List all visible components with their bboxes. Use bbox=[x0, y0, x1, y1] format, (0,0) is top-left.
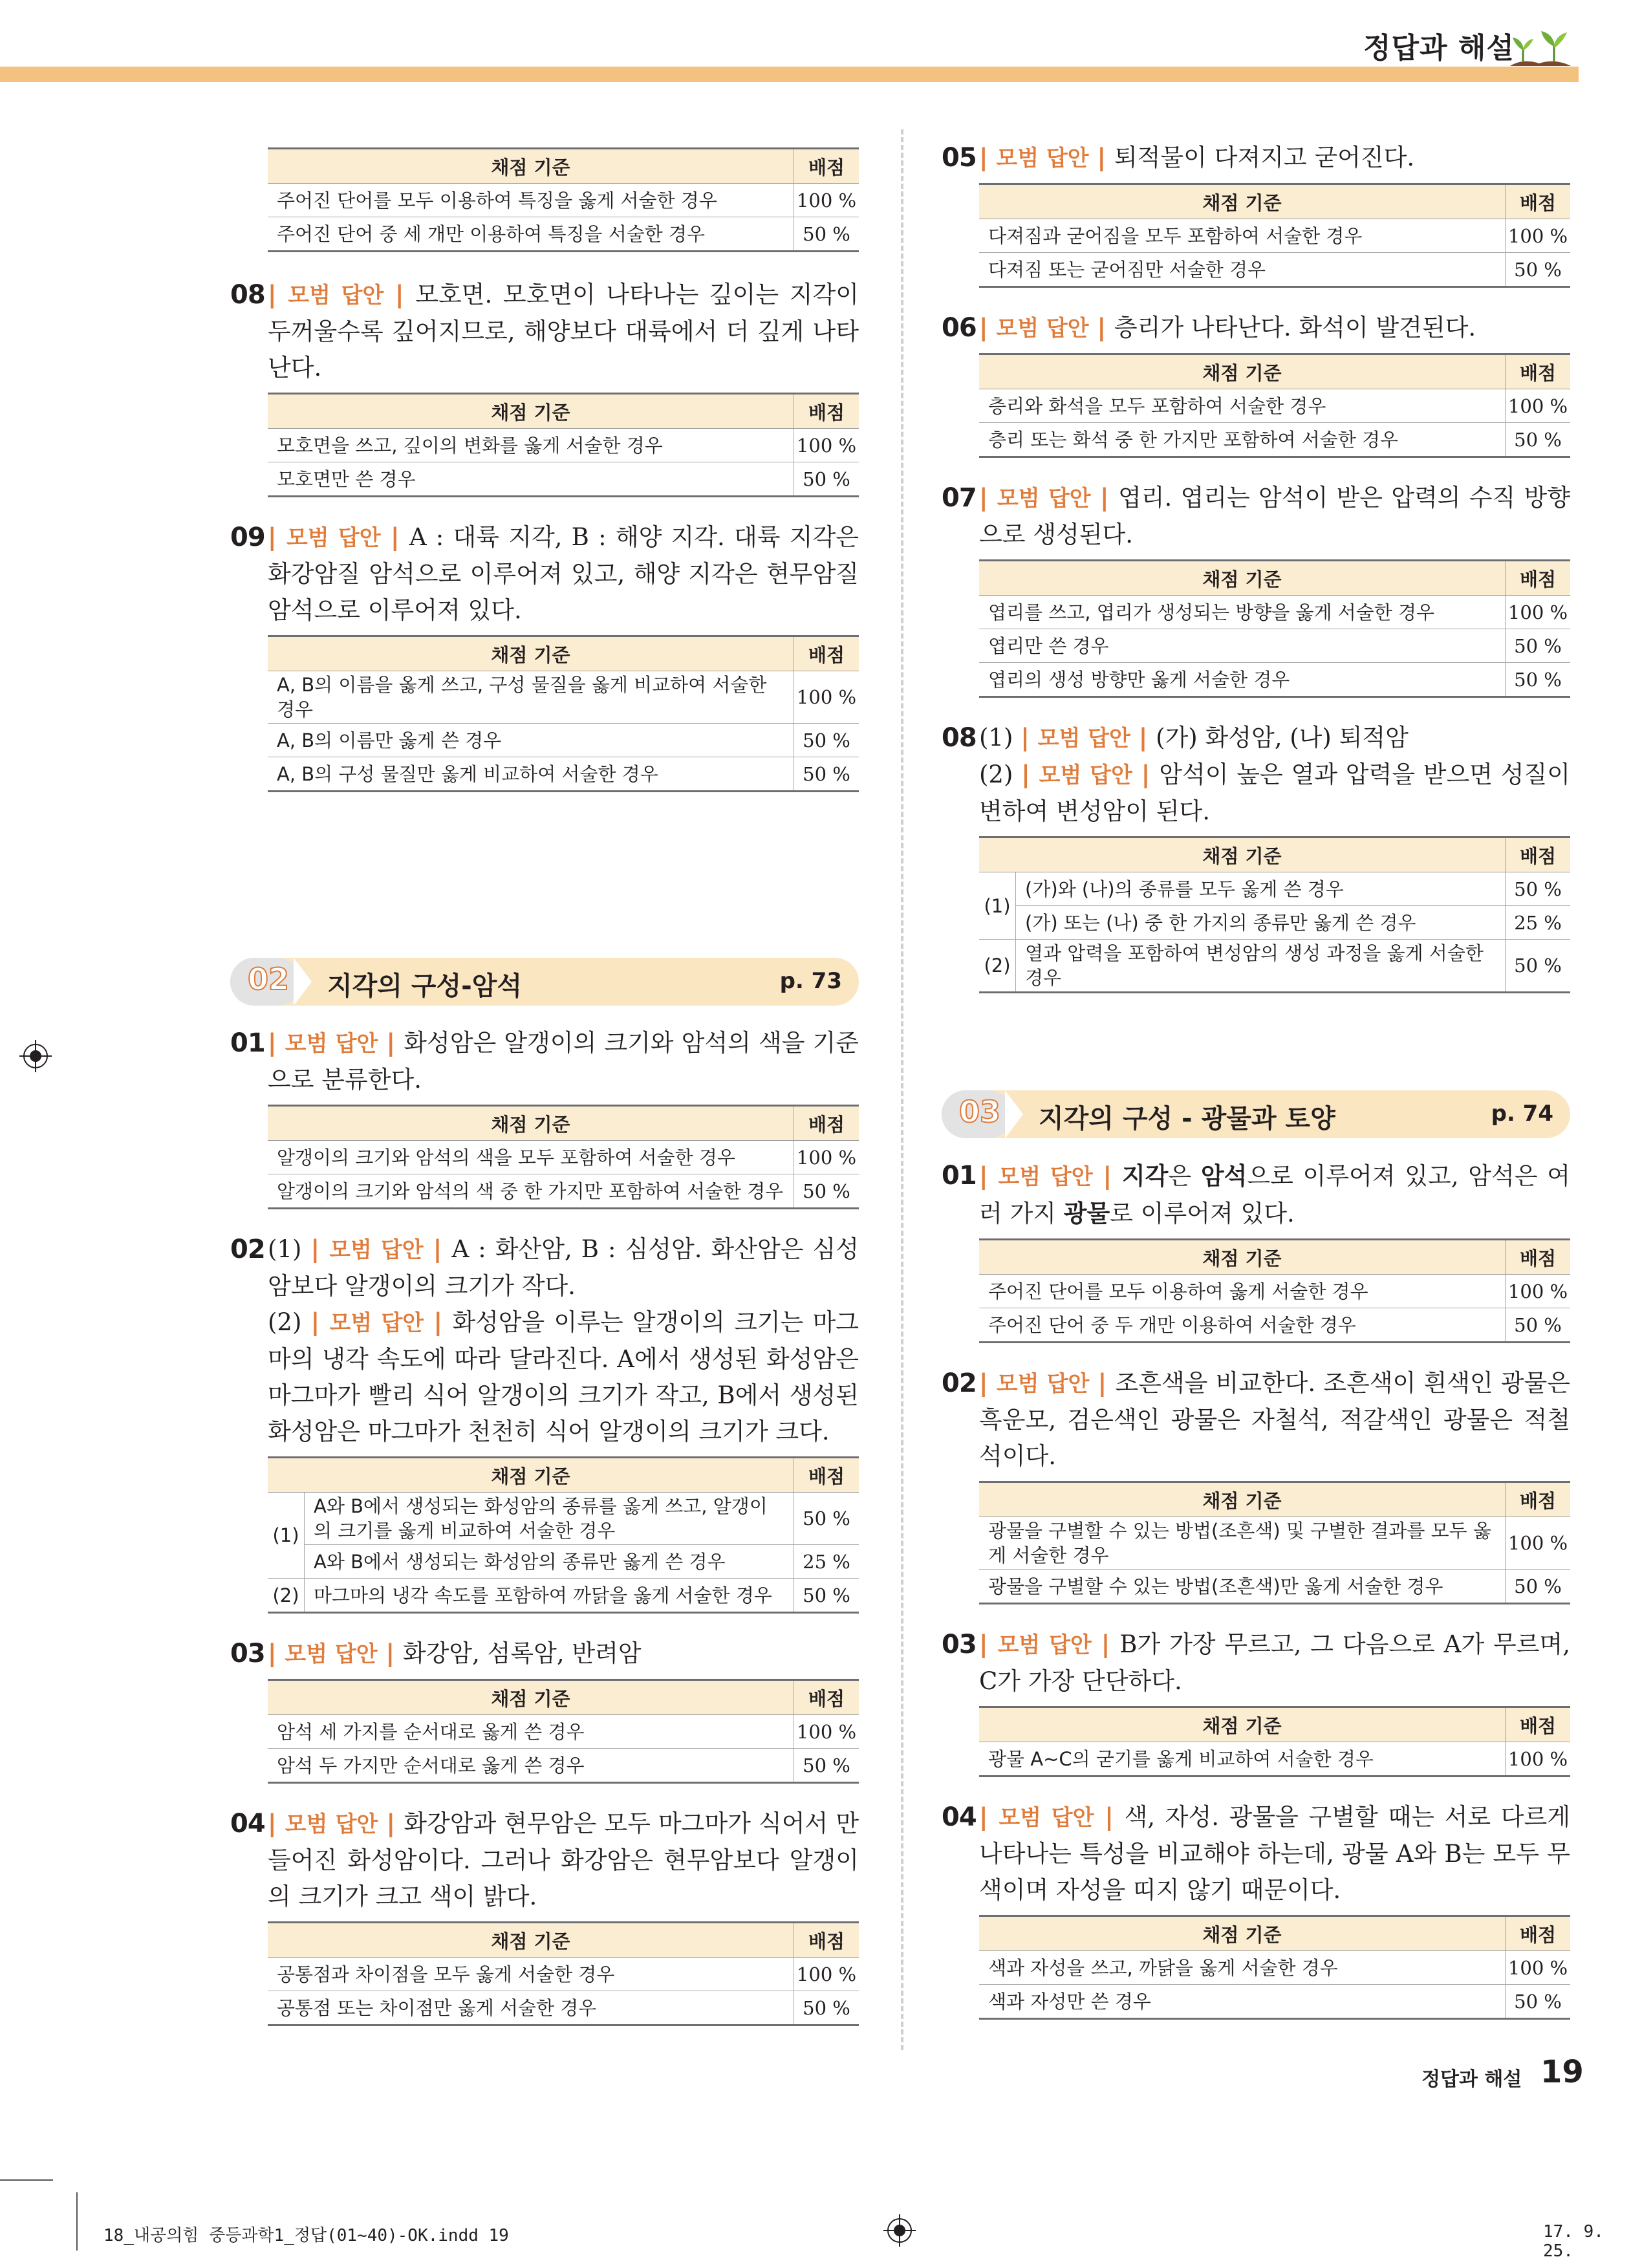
table-row: 주어진 단어를 모두 이용하여 특징을 옳게 서술한 경우 100 % bbox=[268, 184, 859, 217]
criteria-table-s3q01: 채점 기준 배점 주어진 단어를 모두 이용하여 옳게 서술한 경우 100 % 주어진 단어 중 두 개만 이용하여 서술한 경우 50 % bbox=[979, 1238, 1570, 1343]
table-row: 층리 또는 화석 중 한 가지만 포함하여 서술한 경우 50 % bbox=[979, 423, 1570, 457]
section-title: 지각의 구성 - 광물과 토양 bbox=[1039, 1104, 1335, 1134]
question-number: 09 bbox=[230, 523, 265, 552]
section-page: p. 74 bbox=[1491, 1101, 1553, 1127]
table-row: 모호면만 쓴 경우 50 % bbox=[268, 462, 859, 497]
answer-text: 모호면. 모호면이 나타나는 깊이는 지각이 두꺼울수록 깊어지므로, 해양보다 대륙에서 더 깊게 나타난다. bbox=[268, 281, 859, 382]
section2-question-07: 07 | 모범 답안 | 엽리. 엽리는 암석이 받은 압력의 수직 방향으로 생성된다. bbox=[942, 483, 1570, 548]
table-row: A와 B에서 생성되는 화성암의 종류만 옳게 쓴 경우 25 % bbox=[268, 1545, 859, 1579]
table-row: (2) 열과 압력을 포함하여 변성암의 생성 과정을 옳게 서술한 경우 50 % bbox=[979, 940, 1570, 993]
section3-question-02: 02 | 모범 답안 | 조흔색을 비교한다. 조흔색이 흰색인 광물은 흑운모, 검은색인 광물은 자철석, 적갈색인 광물은 적철석이다. bbox=[942, 1368, 1570, 1470]
table-row: 주어진 단어 중 세 개만 이용하여 특징을 서술한 경우 50 % bbox=[268, 217, 859, 252]
criteria-header: 채점 기준 bbox=[268, 149, 794, 184]
table-row: 암석 세 가지를 순서대로 옳게 쓴 경우 100 % bbox=[268, 1715, 859, 1749]
print-info: 18_내공의힘 중등과학1_정답(01~40)-OK.indd 19 bbox=[103, 2226, 509, 2245]
section-number: 03 bbox=[958, 1094, 1000, 1129]
model-answer-tag: 모범 답안 bbox=[288, 283, 384, 308]
section2-question-05: 05 | 모범 답안 | 퇴적물이 다져지고 굳어진다. bbox=[942, 143, 1415, 173]
section3-question-03: 03 | 모범 답안 | B가 가장 무르고, 그 다음으로 A가 무르며, C가 가장 단단하다. bbox=[942, 1630, 1570, 1695]
criteria-table-s2q01: 채점 기준 배점 알갱이의 크기와 암석의 색을 모두 포함하여 서술한 경우 100 % 알갱이의 크기와 암석의 색 중 한 가지만 포함하여 서술한 경우 50 % bbox=[268, 1105, 859, 1209]
table-row: (1) (가)와 (나)의 종류를 모두 옳게 쓴 경우 50 % bbox=[979, 872, 1570, 906]
criteria-table-q09: 채점 기준 배점 A, B의 이름을 옳게 쓰고, 구성 물질을 옳게 비교하여 서술한 경우 100 % A, B의 이름만 옳게 쓴 경우 50 % A, B의 구성 물질만 옳게 비교하여 서술한 경우 50 % bbox=[268, 635, 859, 792]
sprout-icon bbox=[1504, 26, 1575, 71]
criteria-table-s2q04: 채점 기준 배점 공통점과 차이점을 모두 옳게 서술한 경우 100 % 공통점 또는 차이점만 옳게 서술한 경우 50 % bbox=[268, 1921, 859, 2026]
table-row: 광물 A~C의 굳기를 옳게 비교하여 서술한 경우 100 % bbox=[979, 1742, 1570, 1777]
table-row: 암석 두 가지만 순서대로 옳게 쓴 경우 50 % bbox=[268, 1749, 859, 1783]
criteria-table-q08: 채점 기준 배점 모호면을 쓰고, 깊이의 변화를 옳게 서술한 경우 100 % 모호면만 쓴 경우 50 % bbox=[268, 393, 859, 497]
trim-mark bbox=[76, 2192, 78, 2251]
answer-text: A : 대륙 지각, B : 해양 지각. 대륙 지각은 화강암질 암석으로 이루어져 있고, 해양 지각은 현무암질 암석으로 이루어져 있다. bbox=[268, 523, 859, 624]
table-row: A, B의 이름을 옳게 쓰고, 구성 물질을 옳게 비교하여 서술한 경우 100 % bbox=[268, 671, 859, 724]
header-title: 정답과 해설 bbox=[1363, 32, 1515, 65]
table-row: 층리와 화석을 모두 포함하여 서술한 경우 100 % bbox=[979, 389, 1570, 423]
table-row: 알갱이의 크기와 암석의 색을 모두 포함하여 서술한 경우 100 % bbox=[268, 1141, 859, 1174]
table-row: 주어진 단어 중 두 개만 이용하여 서술한 경우 50 % bbox=[979, 1308, 1570, 1343]
section-page: p. 73 bbox=[779, 968, 842, 994]
criteria-table-s2q06: 채점 기준 배점 층리와 화석을 모두 포함하여 서술한 경우 100 % 층리 또는 화석 중 한 가지만 포함하여 서술한 경우 50 % bbox=[979, 353, 1570, 458]
table-row: 공통점과 차이점을 모두 옳게 서술한 경우 100 % bbox=[268, 1958, 859, 1991]
table-row: 광물을 구별할 수 있는 방법(조흔색)만 옳게 서술한 경우 50 % bbox=[979, 1570, 1570, 1604]
table-row: 다져짐 또는 굳어짐만 서술한 경우 50 % bbox=[979, 253, 1570, 287]
table-row: 주어진 단어를 모두 이용하여 옳게 서술한 경우 100 % bbox=[979, 1275, 1570, 1308]
table-row: 모호면을 쓰고, 깊이의 변화를 옳게 서술한 경우 100 % bbox=[268, 429, 859, 462]
points-header: 배점 bbox=[794, 149, 859, 184]
table-row: A, B의 구성 물질만 옳게 비교하여 서술한 경우 50 % bbox=[268, 757, 859, 792]
criteria-table-s3q04: 채점 기준 배점 색과 자성을 쓰고, 까닭을 옳게 서술한 경우 100 % 색과 자성만 쓴 경우 50 % bbox=[979, 1915, 1570, 2020]
question-09: 09 | 모범 답안 | A : 대륙 지각, B : 해양 지각. 대륙 지각은 화강암질 암석으로 이루어져 있고, 해양 지각은 현무암질 암석으로 이루어져 있다. bbox=[230, 519, 859, 629]
table-row: 다져짐과 굳어짐을 모두 포함하여 서술한 경우 100 % bbox=[979, 219, 1570, 253]
table-row: (2) 마그마의 냉각 속도를 포함하여 까닭을 옳게 서술한 경우 50 % bbox=[268, 1579, 859, 1613]
table-row: 엽리만 쓴 경우 50 % bbox=[979, 629, 1570, 663]
criteria-table-s3q03: 채점 기준 배점 광물 A~C의 굳기를 옳게 비교하여 서술한 경우 100 % bbox=[979, 1706, 1570, 1777]
criteria-table-s2q05: 채점 기준 배점 다져짐과 굳어짐을 모두 포함하여 서술한 경우 100 % 다져짐 또는 굳어짐만 서술한 경우 50 % bbox=[979, 183, 1570, 288]
section-title: 지각의 구성-암석 bbox=[327, 971, 523, 1001]
header-bar bbox=[0, 67, 1579, 82]
section-banner-02 bbox=[230, 958, 859, 1006]
criteria-table-s2q08: 채점 기준 배점 (1) (가)와 (나)의 종류를 모두 옳게 쓴 경우 50 % (가) 또는 (나) 중 한 가지의 종류만 옳게 쓴 경우 25 % (2) 열과 압력을 포함하여 변성암의 생성 과정을 옳게 서술한 경우 50 % bbox=[979, 836, 1570, 993]
page-number: 19 bbox=[1540, 2054, 1584, 2090]
section2-question-02: 02 (1) | 모범 답안 | A : 화산암, B : 심성암. 화산암은 심성암보다 알갱이의 크기가 작다. (2) | 모범 답안 | 화성암을 이루는 알갱이의 크기는 마그마의 냉각 속도에 따라 달라진다. A에서 생성된 화성암은 마그마가 빨리 식어 알갱이의 크기가 작고, B에서 생성된 화성암은 마그마가 천천히 식어 알갱이의 크기가 크다. bbox=[230, 1235, 859, 1445]
section-banner-03 bbox=[942, 1090, 1570, 1138]
section3-question-01: 01 | 모범 답안 | 지각은 암석으로 이루어져 있고, 암석은 여러 가지 광물로 이루어져 있다. bbox=[942, 1161, 1570, 1227]
section2-question-04: 04 | 모범 답안 | 화강암과 현무암은 모두 마그마가 식어서 만들어진 화성암이다. 그러나 화강암은 현무암보다 알갱이의 크기가 크고 색이 밝다. bbox=[230, 1809, 859, 1910]
registration-mark-icon bbox=[19, 1040, 52, 1072]
footer-title: 정답과 해설 bbox=[1421, 2068, 1522, 2091]
table-row: (1) A와 B에서 생성되는 화성암의 종류를 옳게 쓰고, 알갱이의 크기를 옳게 비교하여 서술한 경우 50 % bbox=[268, 1493, 859, 1545]
table-row: A, B의 이름만 옳게 쓴 경우 50 % bbox=[268, 724, 859, 757]
left-column bbox=[230, 129, 859, 2026]
answer-text: 화성암은 알갱이의 크기와 암석의 색을 기준으로 분류한다. bbox=[268, 1029, 859, 1094]
criteria-table-s2q02: 채점 기준 배점 (1) A와 B에서 생성되는 화성암의 종류를 옳게 쓰고, 알갱이의 크기를 옳게 비교하여 서술한 경우 50 % A와 B에서 생성되는 화성암의 종류만 옳게 쓴 경우 25 % (2) 마그마의 냉각 속도를 포함하여 까닭을 옳게 서술한 경우 50 % bbox=[268, 1456, 859, 1614]
criteria-table-s3q02: 채점 기준 배점 광물을 구별할 수 있는 방법(조흔색) 및 구별한 결과를 모두 옳게 서술한 경우 100 % 광물을 구별할 수 있는 방법(조흔색)만 옳게 서술한 경우 50 % bbox=[979, 1481, 1570, 1604]
registration-mark-icon bbox=[883, 2214, 916, 2247]
table-row: 알갱이의 크기와 암석의 색 중 한 가지만 포함하여 서술한 경우 50 % bbox=[268, 1174, 859, 1209]
criteria-table-top bbox=[268, 147, 859, 252]
section2-question-01: 01 | 모범 답안 | 화성암은 알갱이의 크기와 암석의 색을 기준으로 분류한다. bbox=[230, 1028, 859, 1094]
table-row: 공통점 또는 차이점만 옳게 서술한 경우 50 % bbox=[268, 1991, 859, 2025]
question-number: 08 bbox=[230, 280, 265, 310]
table-row: 색과 자성만 쓴 경우 50 % bbox=[979, 1985, 1570, 2019]
question-08: 08 | 모범 답안 | 모호면. 모호면이 나타나는 깊이는 지각이 두꺼울수록 깊어지므로, 해양보다 대륙에서 더 깊게 나타난다. bbox=[230, 277, 859, 386]
table-row: (가) 또는 (나) 중 한 가지의 종류만 옳게 쓴 경우 25 % bbox=[979, 906, 1570, 940]
criteria-table-s2q03: 채점 기준 배점 암석 세 가지를 순서대로 옳게 쓴 경우 100 % 암석 두 가지만 순서대로 옳게 쓴 경우 50 % bbox=[268, 1679, 859, 1784]
table-row: 엽리의 생성 방향만 옳게 서술한 경우 50 % bbox=[979, 663, 1570, 697]
section-number: 02 bbox=[247, 962, 289, 997]
trim-mark bbox=[0, 2179, 53, 2181]
column-divider bbox=[901, 129, 903, 2050]
print-date: 17. 9. 25. bbox=[1543, 2222, 1604, 2261]
section2-question-08: 08 (1) | 모범 답안 | (가) 화성암, (나) 퇴적암 (2) | 모범 답안 | 암석이 높은 열과 압력을 받으면 성질이 변하여 변성암이 된다. bbox=[942, 723, 1571, 825]
section3-question-04: 04 | 모범 답안 | 색, 자성. 광물을 구별할 때는 서로 다르게 나타나는 특성을 비교해야 하는데, 광물 A와 B는 모두 무색이며 자성을 띠지 않기 때문이다. bbox=[942, 1802, 1570, 1904]
table-row: 색과 자성을 쓰고, 까닭을 옳게 서술한 경우 100 % bbox=[979, 1951, 1570, 1985]
section2-question-06: 06 | 모범 답안 | 층리가 나타난다. 화석이 발견된다. bbox=[942, 313, 1476, 343]
right-column bbox=[942, 129, 1570, 2020]
section2-question-03: 03 | 모범 답안 | 화강암, 섬록암, 반려암 bbox=[230, 1639, 642, 1669]
table-row: 엽리를 쓰고, 엽리가 생성되는 방향을 옳게 서술한 경우 100 % bbox=[979, 596, 1570, 629]
criteria-table-s2q07: 채점 기준 배점 엽리를 쓰고, 엽리가 생성되는 방향을 옳게 서술한 경우 100 % 엽리만 쓴 경우 50 % 엽리의 생성 방향만 옳게 서술한 경우 50 % bbox=[979, 559, 1570, 698]
table-row: 광물을 구별할 수 있는 방법(조흔색) 및 구별한 결과를 모두 옳게 서술한 경우 100 % bbox=[979, 1517, 1570, 1570]
